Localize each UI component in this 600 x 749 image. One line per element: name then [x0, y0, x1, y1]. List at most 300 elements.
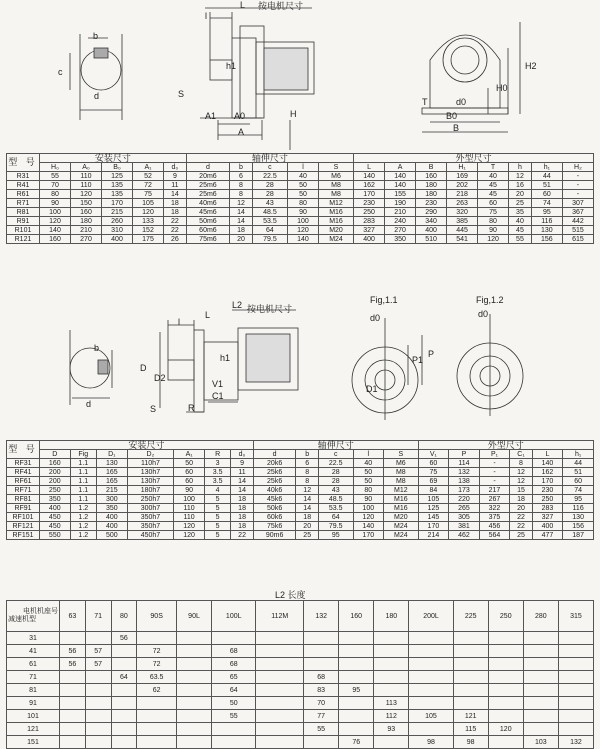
table-cell: 307	[562, 199, 593, 208]
dim-label: S	[178, 89, 185, 99]
table-cell: 160	[40, 459, 71, 468]
table-cell: 1.1	[70, 495, 96, 504]
table-cell: R91	[7, 217, 40, 226]
table-cell: 44	[531, 172, 562, 181]
table-cell: 16	[509, 181, 532, 190]
table-cell: 162	[354, 181, 385, 190]
table-cell: 9	[231, 459, 253, 468]
group-header: 安装尺寸	[40, 441, 254, 450]
table-cell: 265	[449, 504, 480, 513]
column-header: 112M	[256, 601, 304, 632]
table-cell: 48.5	[252, 208, 287, 217]
table-cell: 140	[385, 172, 416, 181]
table-cell: 28	[252, 190, 287, 199]
table-cell: 25	[296, 531, 318, 540]
table-cell: 80	[353, 486, 384, 495]
dim-label: c	[58, 67, 63, 77]
table-cell: 18	[230, 226, 253, 235]
motor-note: 按电机尺寸	[247, 304, 293, 314]
table-cell: 75	[418, 468, 449, 477]
table-cell: 125	[102, 172, 133, 181]
column-header: d₀	[231, 450, 253, 459]
table-cell: 170	[102, 199, 133, 208]
table-cell: 220	[449, 495, 480, 504]
dim-label: P1	[412, 355, 424, 365]
table-cell: 138	[449, 477, 480, 486]
table-cell: R41	[7, 181, 40, 190]
table-cell: 18	[231, 522, 253, 531]
table-cell: 52	[133, 172, 164, 181]
table-cell: 35	[509, 208, 532, 217]
table-cell: 90	[174, 486, 205, 495]
table-cell: 500	[97, 531, 128, 540]
column-header: A	[385, 163, 416, 172]
table-cell: 14	[230, 217, 253, 226]
table-cell: 120	[287, 226, 318, 235]
table-cell: 22.5	[252, 172, 287, 181]
corner-top: 电机机座号	[23, 608, 58, 615]
table-cell: 515	[562, 226, 593, 235]
column-header: S	[384, 450, 419, 459]
table-cell: -	[479, 459, 510, 468]
table-2	[6, 440, 594, 540]
table-cell: 75	[133, 190, 164, 199]
column-header: 160	[339, 601, 374, 632]
table-cell: 105	[418, 495, 449, 504]
table-cell: 180	[71, 217, 102, 226]
table-cell: 110h7	[127, 459, 174, 468]
dim-label: l	[178, 317, 180, 327]
dim-label: A0	[234, 111, 246, 121]
table-row	[7, 217, 594, 226]
table-row	[7, 459, 594, 468]
table-cell: 350h7	[127, 513, 174, 522]
group-header: 轴伸尺寸	[186, 154, 353, 163]
dim-label: V1	[212, 379, 224, 389]
table-cell: 51	[563, 468, 594, 477]
table-cell: 175	[133, 235, 164, 244]
table-cell: M8	[318, 190, 353, 199]
table-cell: 40k6	[253, 486, 296, 495]
table-cell: M8	[384, 468, 419, 477]
table-cell: 80	[478, 217, 509, 226]
table-cell: 170	[353, 531, 384, 540]
table-cell: 155	[385, 190, 416, 199]
column-header: A₁	[174, 450, 205, 459]
table-cell: 20	[509, 190, 532, 199]
table-row	[7, 495, 594, 504]
table-cell: 270	[71, 235, 102, 244]
table-cell: 60	[478, 199, 509, 208]
table-cell: 18	[164, 208, 187, 217]
table-cell: 45	[478, 181, 509, 190]
table-cell: 400	[354, 235, 385, 244]
table-cell: 95	[563, 495, 594, 504]
table-cell: 130h7	[127, 477, 174, 486]
table-row	[7, 513, 594, 522]
table-cell: 25k6	[253, 477, 296, 486]
table-cell: 120	[174, 522, 205, 531]
table-cell: R71	[7, 199, 40, 208]
column-header: d	[186, 163, 229, 172]
table-cell: 180h7	[127, 486, 174, 495]
table-cell: 25	[510, 531, 532, 540]
table-cell: 350	[40, 495, 71, 504]
table-cell: M16	[384, 495, 419, 504]
table-cell: 50	[353, 477, 384, 486]
table-cell: 22	[510, 513, 532, 522]
group-header: 外型尺寸	[418, 441, 593, 450]
table-cell: 187	[563, 531, 594, 540]
table-cell: 564	[479, 531, 510, 540]
table-cell: M20	[318, 226, 353, 235]
table-cell: 44	[563, 459, 594, 468]
table-cell: R101	[7, 226, 40, 235]
table-cell: M16	[318, 217, 353, 226]
table-cell: -	[562, 181, 593, 190]
table-cell: 283	[354, 217, 385, 226]
table-cell: 200	[40, 468, 71, 477]
table-cell: 22	[231, 531, 253, 540]
table-cell: RF151	[7, 531, 40, 540]
table-cell: M6	[384, 459, 419, 468]
table-cell: 450	[40, 513, 71, 522]
table-cell: 60	[531, 190, 562, 199]
table-cell: 110	[71, 172, 102, 181]
table-cell: M6	[318, 172, 353, 181]
table-cell: 20k6	[253, 459, 296, 468]
table-cell: 100	[40, 208, 71, 217]
table-cell: 50	[174, 459, 205, 468]
table-row	[7, 522, 594, 531]
table-cell: 180	[416, 190, 447, 199]
dim-label: L2	[232, 300, 243, 310]
table-cell: 53.5	[252, 217, 287, 226]
table-cell: 20	[510, 504, 532, 513]
table-cell: 165	[97, 468, 128, 477]
table-cell: 18	[164, 199, 187, 208]
table-cell: 615	[562, 235, 593, 244]
table-row	[7, 486, 594, 495]
drawing-2-lines	[0, 290, 600, 430]
table-cell: 170	[532, 477, 563, 486]
column-header: B₀	[102, 163, 133, 172]
column-header: R	[204, 450, 230, 459]
table-row	[7, 208, 594, 217]
table-cell: 130	[97, 459, 128, 468]
table-cell: M24	[384, 522, 419, 531]
table-row	[7, 226, 594, 235]
table-row: 91 50 70 113	[7, 697, 594, 710]
table-cell: 28	[318, 477, 353, 486]
table-cell: 72	[133, 181, 164, 190]
table-cell: 6	[230, 172, 253, 181]
column-header: A₁	[133, 163, 164, 172]
table-3	[6, 600, 594, 749]
column-header: D	[40, 450, 71, 459]
table-cell: 45	[478, 190, 509, 199]
table-cell: 90m6	[253, 531, 296, 540]
group-header: 轴伸尺寸	[253, 441, 418, 450]
table-cell: 160	[71, 208, 102, 217]
table-cell: 180	[416, 181, 447, 190]
table-cell: 3.5	[204, 477, 230, 486]
table-cell: 202	[447, 181, 478, 190]
table-cell: 18	[231, 495, 253, 504]
table-cell: 381	[449, 522, 480, 531]
dim-label: L	[240, 0, 246, 10]
table-cell: 45m6	[186, 208, 229, 217]
table-cell: 450h7	[127, 531, 174, 540]
table-cell: 340	[416, 217, 447, 226]
table-cell: 145	[418, 513, 449, 522]
table-cell: R31	[7, 172, 40, 181]
column-header: 200L	[409, 601, 453, 632]
table-cell: R121	[7, 235, 40, 244]
table-cell: 1.1	[70, 486, 96, 495]
table-row	[7, 504, 594, 513]
column-header: B	[416, 163, 447, 172]
motor-note: 按电机尺寸	[258, 1, 304, 11]
table-cell: R81	[7, 208, 40, 217]
table-cell: 90	[478, 226, 509, 235]
table-cell: 218	[447, 190, 478, 199]
table-cell: 50m6	[186, 217, 229, 226]
table-row: 121 55 93 115 120	[7, 723, 594, 736]
table-cell: 320	[447, 208, 478, 217]
table-cell: 200	[40, 477, 71, 486]
table-cell: 14	[231, 477, 253, 486]
table-1	[6, 153, 594, 244]
table-cell: 290	[416, 208, 447, 217]
column-header: P	[449, 450, 480, 459]
table-cell: 14	[231, 486, 253, 495]
table-cell: 74	[563, 486, 594, 495]
table-cell: M16	[384, 504, 419, 513]
dim-label: P	[428, 349, 435, 359]
table-cell: 75	[478, 208, 509, 217]
table-cell: 22	[510, 522, 532, 531]
table-cell: 28	[252, 181, 287, 190]
table-cell: 110	[71, 181, 102, 190]
table-cell: 12	[510, 477, 532, 486]
column-header: l	[353, 450, 384, 459]
column-header: 80	[111, 601, 137, 632]
table-cell: 305	[449, 513, 480, 522]
table-cell: 116	[563, 504, 594, 513]
table-cell: 133	[133, 217, 164, 226]
column-header: d₀	[164, 163, 187, 172]
column-header: h₁	[563, 450, 594, 459]
table-cell: 132	[449, 468, 480, 477]
table-cell: 210	[385, 208, 416, 217]
table-cell: 400	[102, 235, 133, 244]
table-cell: 26	[164, 235, 187, 244]
table-cell: 5	[204, 522, 230, 531]
table-cell: 445	[447, 226, 478, 235]
drawing-1	[0, 0, 600, 150]
table-cell: 263	[447, 199, 478, 208]
table-cell: 6	[296, 459, 318, 468]
table-cell: 43	[318, 486, 353, 495]
table-cell: 79.5	[252, 235, 287, 244]
column-header: L	[532, 450, 563, 459]
table-cell: 140	[532, 459, 563, 468]
table-cell: 130	[531, 226, 562, 235]
table-cell: 462	[449, 531, 480, 540]
table-cell: 442	[562, 217, 593, 226]
table-cell: 240	[385, 217, 416, 226]
dim-label: H0	[496, 83, 508, 93]
table-cell: 114	[449, 459, 480, 468]
table-cell: 22	[164, 217, 187, 226]
table-cell: 550	[40, 531, 71, 540]
column-header: 63	[60, 601, 86, 632]
table-cell: 327	[532, 513, 563, 522]
table-cell: 53.5	[318, 504, 353, 513]
column-header: h	[509, 163, 532, 172]
table-cell: 40	[287, 172, 318, 181]
table-cell: 350	[385, 235, 416, 244]
column-header: H₂	[562, 163, 593, 172]
dim-label: d0	[456, 97, 467, 107]
table-cell: 230	[532, 486, 563, 495]
table-cell: 43	[252, 199, 287, 208]
table-row	[7, 477, 594, 486]
table-cell: 215	[102, 208, 133, 217]
table-cell: 510	[416, 235, 447, 244]
table-cell: 75m6	[186, 235, 229, 244]
table-cell: 5	[204, 504, 230, 513]
table-cell: 120	[40, 217, 71, 226]
dim-label: b	[94, 343, 100, 353]
table-cell: -	[562, 190, 593, 199]
table-cell: 40	[478, 172, 509, 181]
column-header: c	[252, 163, 287, 172]
table-cell: 64	[252, 226, 287, 235]
table-cell: 1.1	[70, 459, 96, 468]
column-header: c	[318, 450, 353, 459]
table-cell: 170	[354, 190, 385, 199]
table-cell: 22.5	[318, 459, 353, 468]
table-3-corner	[7, 601, 60, 632]
table-cell: 80	[40, 190, 71, 199]
dim-label: D1	[366, 384, 378, 394]
table-cell: 25m6	[186, 190, 229, 199]
table-cell: 456	[479, 522, 510, 531]
table-cell: 230	[416, 199, 447, 208]
table-cell: 12	[510, 468, 532, 477]
table-row: 101 55 77 112 105 121	[7, 710, 594, 723]
table-cell: 80	[287, 199, 318, 208]
table-cell: M12	[384, 486, 419, 495]
table-cell: 15	[510, 486, 532, 495]
table-cell: M8	[318, 181, 353, 190]
table-cell: 50	[353, 468, 384, 477]
column-header: L	[354, 163, 385, 172]
column-header: H₀	[40, 163, 71, 172]
table-cell: RF41	[7, 468, 40, 477]
table-cell: 45k6	[253, 495, 296, 504]
table-cell: 156	[563, 522, 594, 531]
table-cell: 14	[164, 190, 187, 199]
dim-label: T	[422, 97, 428, 107]
table-cell: 14	[230, 208, 253, 217]
column-header: T	[478, 163, 509, 172]
table-cell: 20m6	[186, 172, 229, 181]
table-cell: 322	[479, 504, 510, 513]
table-cell: 14	[296, 495, 318, 504]
table-cell: 250	[354, 208, 385, 217]
column-header: P₁	[479, 450, 510, 459]
type-header: 型 号	[7, 441, 40, 459]
table-row	[7, 531, 594, 540]
dim-label: D	[140, 363, 147, 373]
column-header: A₀	[71, 163, 102, 172]
table-cell: 105	[133, 199, 164, 208]
column-header: b	[296, 450, 318, 459]
dim-label: h1	[220, 353, 231, 363]
column-header: b	[230, 163, 253, 172]
table-cell: 130	[563, 513, 594, 522]
table-cell: M24	[318, 235, 353, 244]
table-cell: 25m6	[186, 181, 229, 190]
table-cell: 4	[204, 486, 230, 495]
table-row: 81 62 64 83 95	[7, 684, 594, 697]
table-cell: 9	[164, 172, 187, 181]
table-cell: 11	[231, 468, 253, 477]
dim-label: A1	[205, 111, 217, 121]
table-cell: 120	[353, 513, 384, 522]
table-cell: RF61	[7, 477, 40, 486]
table-cell: RF91	[7, 504, 40, 513]
table-cell: 327	[354, 226, 385, 235]
table-cell: 140	[385, 181, 416, 190]
column-header: 132	[304, 601, 339, 632]
table-cell: 300	[97, 495, 128, 504]
table-cell: 400	[532, 522, 563, 531]
column-header: 90S	[137, 601, 177, 632]
table-cell: R61	[7, 190, 40, 199]
table-cell: 70	[40, 181, 71, 190]
table-cell: 25k6	[253, 468, 296, 477]
table-cell: 40	[353, 459, 384, 468]
table-cell: 283	[532, 504, 563, 513]
fig-label: Fig,1.1	[370, 295, 398, 305]
table-cell: 173	[449, 486, 480, 495]
table-cell: 3	[204, 459, 230, 468]
column-header: l	[287, 163, 318, 172]
table-cell: 18	[231, 504, 253, 513]
table-cell: 169	[447, 172, 478, 181]
table-cell: 12	[296, 486, 318, 495]
table-cell: 140	[353, 522, 384, 531]
table-cell: 40m6	[186, 199, 229, 208]
table-cell: 1.1	[70, 477, 96, 486]
table-cell: 45	[509, 226, 532, 235]
table-cell: 375	[479, 513, 510, 522]
table-cell: 51	[531, 181, 562, 190]
table-cell: M12	[318, 199, 353, 208]
table-cell: 84	[418, 486, 449, 495]
table-cell: -	[479, 468, 510, 477]
table-cell: 8	[230, 181, 253, 190]
column-header: h₁	[531, 163, 562, 172]
group-header: 外型尺寸	[354, 154, 594, 163]
table-cell: 40	[509, 217, 532, 226]
dim-label: R	[188, 403, 195, 413]
table-cell: 100	[287, 217, 318, 226]
